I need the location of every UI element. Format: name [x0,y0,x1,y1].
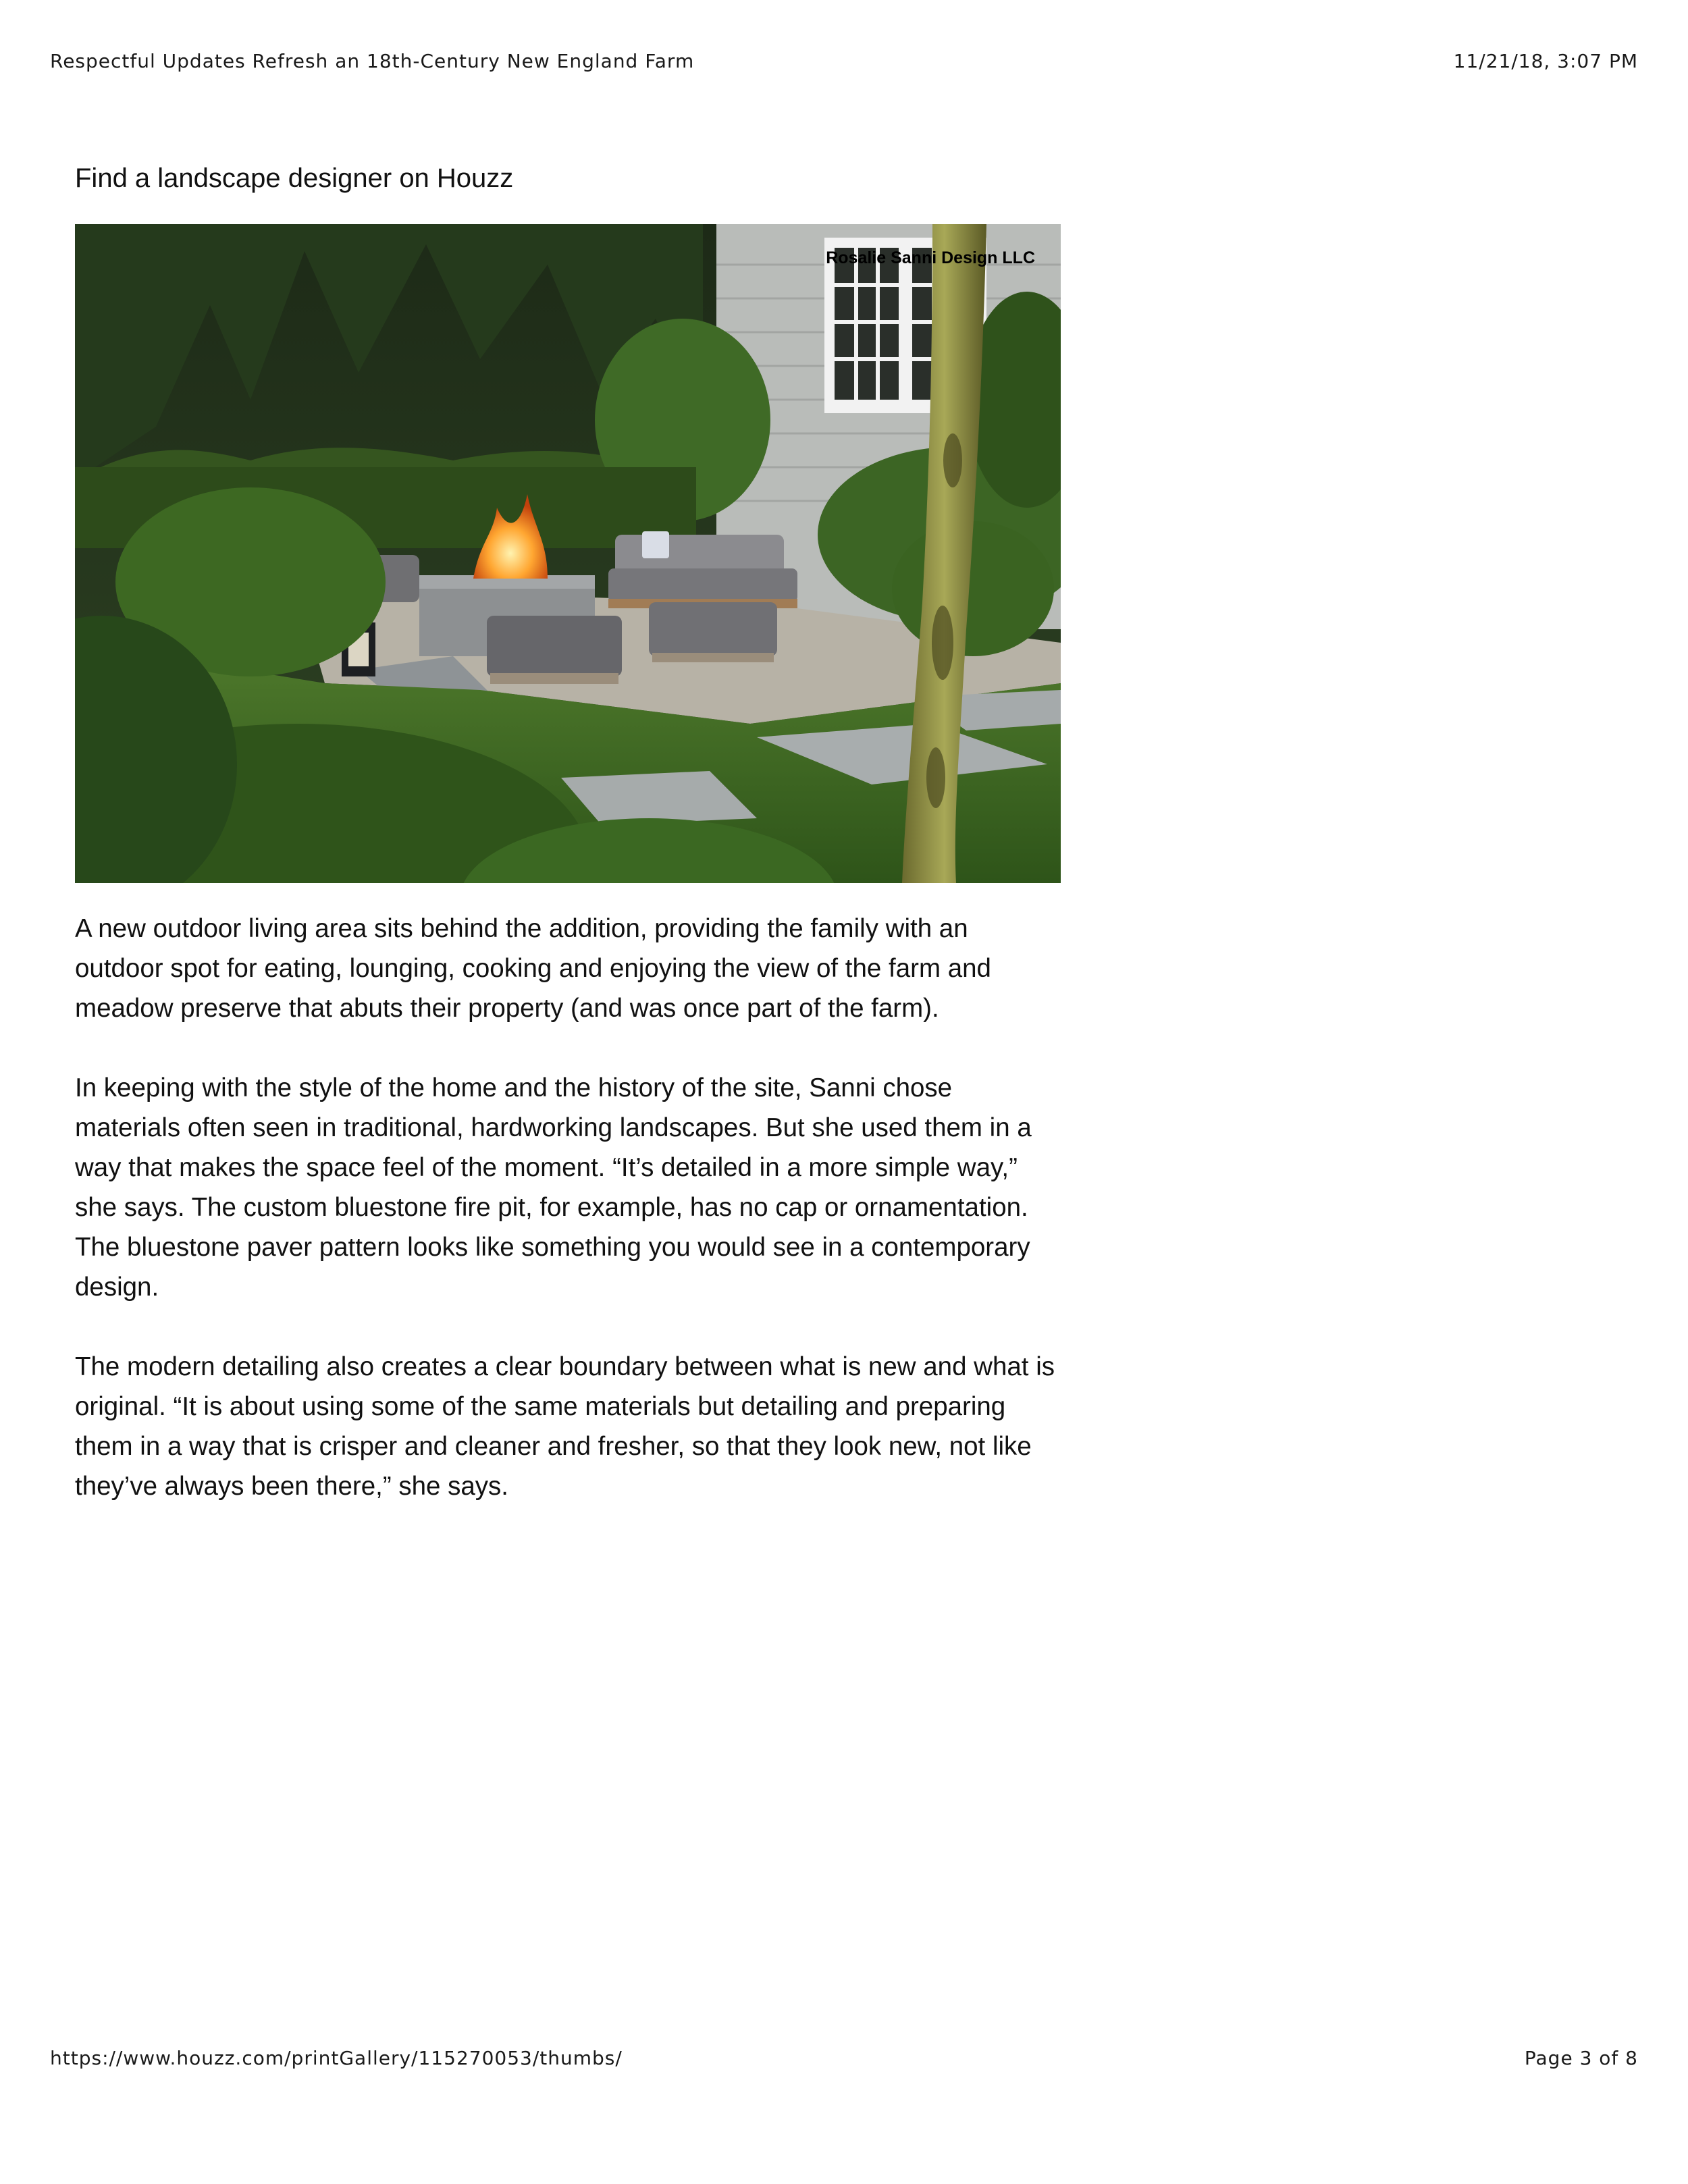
find-designer-link[interactable]: Find a landscape designer on Houzz [75,163,514,193]
print-datetime: 11/21/18, 3:07 PM [1453,49,1638,72]
page-url: https://www.houzz.com/printGallery/115270053/thumbs/ [50,2046,623,2069]
garden-photo-illustration [75,224,1061,883]
article-paragraph-3: The modern detailing also creates a clear boundary between what is new and what is original. “It is about using some of the same materials but detailing and preparing them in a way that is crisper and cleaner and fresher, so that they look new, not like they’ve always been there,” she says. [75,1352,1055,1501]
print-footer [50,2044,1638,2071]
page-title: Respectful Updates Refresh an 18th-Century New England Farm [50,49,695,72]
page-number: Page 3 of 8 [1524,2046,1638,2069]
article-paragraph-1: A new outdoor living area sits behind the addition, providing the family with an outdoor spot for eating, lounging, cooking and enjoying the view of the farm and meadow preserve that abuts their property (and was once part of the farm). [75,914,991,1023]
print-header [50,47,1638,74]
article-paragraph-2: In keeping with the style of the home and the history of the site, Sanni chose materials often seen in traditional, hardworking landscapes. But she used them in a way that makes the space feel of the moment. “It’s detailed in a more simple way,” she says. The custom bluestone fire pit, for example, has no cap or ornamentation. The bluestone paver pattern looks like something you would see in a contemporary design. [75,1073,1032,1302]
garden-photo [75,224,1061,883]
article-content [75,158,1061,1506]
photo-credit: Rosalie Sanni Design LLC [826,248,1035,267]
